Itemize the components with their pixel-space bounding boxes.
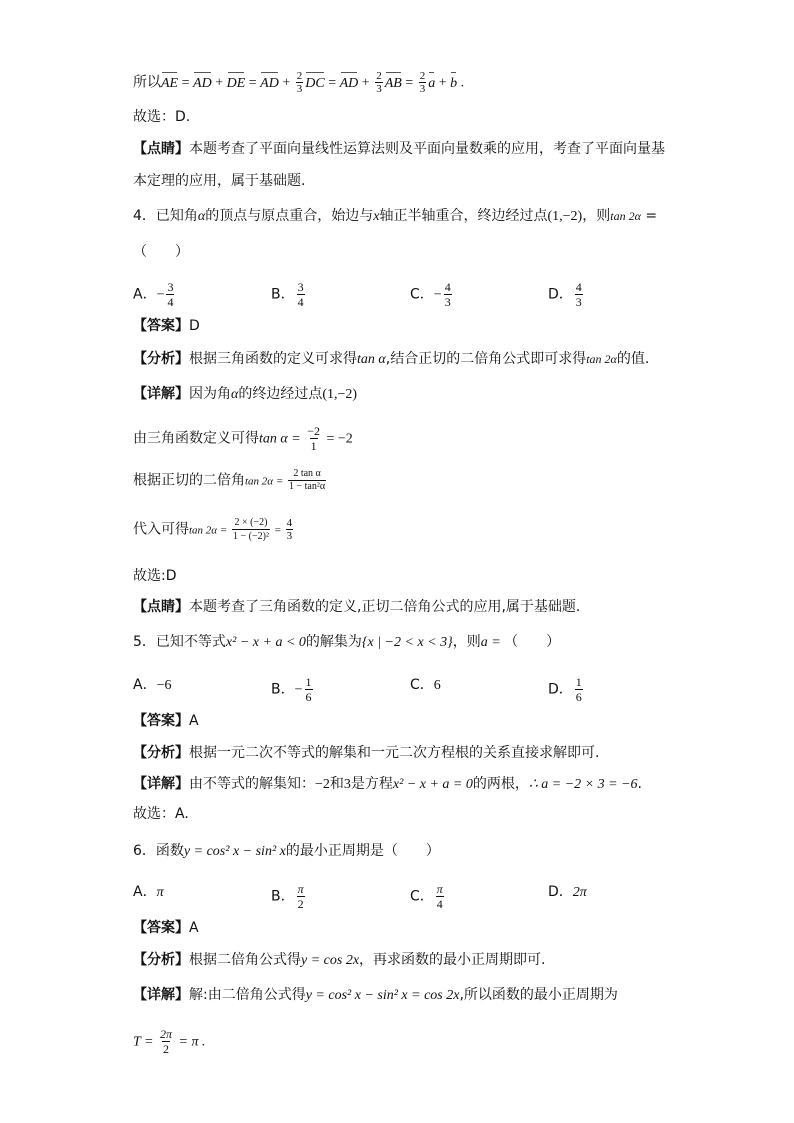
q4-choice: 故选:D — [133, 568, 177, 584]
q4-stem — [133, 206, 657, 227]
q6-detail — [133, 985, 618, 1006]
sign: − — [156, 287, 165, 303]
text: ，再求函数的最小正周期即可. — [359, 952, 546, 968]
op: + — [435, 75, 451, 91]
q5-choice: 故选：A. — [133, 806, 189, 822]
op: + — [211, 75, 227, 91]
num: 1 — [305, 675, 312, 689]
math: tan α — [357, 352, 386, 367]
fraction — [436, 882, 444, 911]
text: 所以 — [133, 74, 161, 91]
q5-detail — [133, 774, 642, 795]
den: 4 — [167, 295, 174, 309]
math: x² − x + a = 0 — [392, 777, 473, 792]
option-label: D． — [548, 286, 573, 303]
q5-answer — [133, 711, 199, 731]
text: ，则 — [452, 634, 481, 650]
text: . — [637, 776, 642, 792]
op: = — [401, 75, 417, 91]
vector-ad: AD — [193, 74, 212, 94]
op: + — [358, 75, 374, 91]
fraction — [297, 280, 305, 309]
q4-analysis — [133, 349, 649, 370]
num: 2 — [296, 70, 303, 82]
sign: − — [433, 287, 442, 303]
fraction — [305, 675, 313, 704]
q4-detail — [133, 384, 357, 405]
den: 3 — [286, 530, 293, 542]
num: 3 — [167, 280, 174, 294]
fraction — [286, 517, 294, 542]
fraction — [375, 70, 383, 95]
q6-option-c[interactable] — [410, 882, 446, 911]
text: 是方程 — [350, 776, 393, 792]
option-label: D． — [548, 681, 573, 698]
den: 3 — [376, 83, 382, 95]
op: = — [178, 75, 194, 91]
vector-b: b — [450, 74, 457, 94]
fraction — [232, 516, 270, 543]
den: 3 — [296, 83, 303, 95]
num: 4 — [286, 517, 293, 529]
answer-value: D — [189, 318, 200, 334]
q4-option-c[interactable] — [410, 280, 454, 309]
option-label: B． — [271, 681, 295, 698]
text: 轴正半轴重合，终边经过点 — [379, 208, 548, 224]
math: tan 2α = — [245, 475, 287, 488]
detail-tag: 【详解】 — [133, 776, 189, 792]
q4-answer — [133, 316, 200, 336]
text: 5．已知不等式 — [133, 634, 226, 650]
vector-ae: AE — [161, 74, 178, 94]
den: 1 − tan²α — [289, 481, 326, 492]
num: 2 — [376, 70, 382, 82]
detail-tag: 【详解】 — [133, 386, 189, 402]
math: (1,−2) — [322, 387, 358, 402]
text: 解:由二倍角公式得 — [189, 987, 306, 1003]
fraction — [166, 280, 174, 309]
fraction — [296, 70, 304, 95]
q5-option-b[interactable] — [271, 675, 315, 704]
op: . — [457, 75, 465, 91]
q6-stem — [133, 841, 440, 862]
fraction — [575, 675, 583, 704]
option-value: 2π — [572, 885, 587, 900]
math: x — [373, 209, 380, 224]
vector-ab: AB — [385, 74, 402, 94]
q4-step2 — [133, 468, 328, 493]
text: 的最小正周期是（ ） — [285, 843, 440, 859]
text: ,所以函数的最小正周期为 — [459, 987, 618, 1003]
num: 4 — [575, 280, 582, 294]
text: = — [640, 208, 658, 224]
point-tag: 【点睛】 — [133, 141, 189, 157]
text: 由不等式的解集知： — [189, 776, 315, 792]
q3-choice: 故选：D. — [133, 109, 191, 125]
q3-point-cont: 本定理的应用，属于基础题. — [133, 173, 306, 189]
text: 根据正切的二倍角 — [133, 472, 245, 489]
text: 因为角 — [189, 386, 231, 402]
den: 2 — [297, 897, 304, 911]
vector-ad: AD — [260, 74, 279, 94]
den: 6 — [575, 690, 582, 704]
q4-option-a[interactable] — [133, 280, 176, 309]
option-label: C． — [410, 286, 434, 303]
math: −2 — [315, 777, 330, 792]
option-label: C． — [410, 677, 434, 693]
answer-value: A — [189, 713, 199, 729]
num: 2 tan α — [293, 468, 321, 479]
num: 4 — [444, 280, 451, 294]
math: y = cos 2x — [301, 953, 360, 968]
num: 1 — [575, 675, 582, 689]
fraction — [419, 70, 427, 95]
q6-option-a[interactable] — [133, 882, 164, 903]
sign: − — [294, 682, 303, 698]
point-text: 本题考查了三角函数的定义,正切二倍角公式的应用,属于基础题. — [189, 599, 581, 615]
fraction — [575, 280, 583, 309]
den: 3 — [444, 295, 451, 309]
q6-option-b[interactable] — [271, 882, 307, 911]
vector-equation-line — [133, 70, 464, 95]
fraction — [297, 882, 305, 911]
num: 2 — [419, 70, 426, 82]
analysis-tag: 【分析】 — [133, 745, 189, 761]
text: 和 — [329, 776, 344, 792]
num: 2π — [159, 1027, 172, 1041]
den: 3 — [419, 83, 426, 95]
num: π — [436, 882, 443, 896]
analysis-tag: 【分析】 — [133, 351, 189, 367]
math: tan 2α — [586, 352, 617, 366]
option-label: B． — [271, 286, 295, 303]
text: 的顶点与原点重合，始边与 — [205, 208, 374, 224]
q4-paren: （ ） — [133, 244, 189, 260]
text: （ ） — [504, 634, 561, 650]
math: T = — [133, 1034, 157, 1050]
text: 由三角函数定义可得 — [133, 430, 259, 447]
math: y = cos² x − sin² x = cos 2x — [305, 988, 460, 1003]
text: ，则 — [582, 208, 611, 224]
vector-ad: AD — [340, 74, 359, 94]
q3-point — [133, 139, 665, 159]
op: = — [245, 75, 261, 91]
q4-point — [133, 597, 580, 617]
option-value: −6 — [156, 678, 172, 693]
answer-tag: 【答案】 — [133, 318, 189, 334]
option-label: C． — [410, 888, 434, 905]
text: 根据一元二次不等式的解集和一元二次方程根的关系直接求解即可. — [189, 745, 600, 761]
math: 3 — [343, 777, 351, 792]
detail-tag: 【详解】 — [133, 987, 189, 1003]
fraction — [306, 424, 321, 453]
q4-step1 — [133, 424, 353, 453]
num: −2 — [307, 424, 320, 438]
den: 6 — [305, 690, 312, 704]
math: y = cos² x − sin² x — [183, 844, 286, 859]
den: 3 — [575, 295, 582, 309]
op: + — [278, 75, 294, 91]
option-label: D． — [548, 884, 573, 900]
option-value: 6 — [433, 678, 441, 693]
text: 根据二倍角公式得 — [189, 952, 301, 968]
q5-analysis — [133, 743, 599, 763]
q4-option-b[interactable] — [271, 280, 307, 309]
option-label: A． — [133, 884, 157, 900]
num: 3 — [297, 280, 304, 294]
den: 4 — [297, 295, 304, 309]
q4-option-d[interactable] — [548, 280, 585, 309]
fraction — [444, 280, 452, 309]
q6-period — [133, 1027, 205, 1056]
text: 根据三角函数的定义可求得 — [189, 351, 357, 367]
math: = — [271, 524, 284, 537]
text: 的值. — [616, 351, 650, 367]
point-tag: 【点睛】 — [133, 599, 189, 615]
q6-analysis — [133, 950, 546, 971]
answer-tag: 【答案】 — [133, 920, 189, 936]
answer-value: A — [189, 920, 199, 936]
text: 6．函数 — [133, 843, 184, 859]
math: tan 2α = — [189, 524, 231, 537]
math: α — [231, 387, 239, 402]
den: 4 — [436, 897, 443, 911]
num: π — [297, 882, 304, 896]
point-text: 本题考查了平面向量线性运算法则及平面向量数乘的应用，考查了平面向量基 — [189, 141, 665, 157]
math: = π . — [175, 1034, 206, 1050]
vector-a: a — [428, 74, 435, 94]
option-label: A． — [133, 677, 157, 693]
text: ,结合正切的二倍角公式即可求得 — [385, 351, 587, 367]
q4-step3 — [133, 516, 295, 543]
math: = −2 — [322, 431, 353, 447]
text: 的解集为 — [305, 634, 362, 650]
vector-dc: DC — [305, 74, 324, 94]
text: 的两根， — [472, 776, 529, 792]
text: 代入可得 — [133, 521, 189, 538]
option-value: π — [156, 885, 164, 900]
q5-stem — [133, 632, 560, 653]
num: 2 × (−2) — [234, 517, 268, 528]
math: x² − x + a < 0 — [225, 635, 306, 650]
math: α — [197, 209, 206, 224]
den: 2 — [162, 1042, 169, 1056]
den: 1 — [310, 439, 317, 453]
q5-option-c[interactable] — [410, 675, 441, 696]
math: ∴ a = −2 × 3 = −6 — [528, 777, 638, 792]
fraction — [159, 1027, 173, 1056]
q6-answer — [133, 918, 199, 938]
q6-option-d[interactable] — [548, 882, 587, 903]
answer-tag: 【答案】 — [133, 713, 189, 729]
math: tan 2α — [610, 209, 641, 223]
math: (1,−2) — [547, 209, 583, 224]
option-label: B． — [271, 888, 295, 905]
op: = — [324, 75, 340, 91]
den: 1 − (−2)² — [233, 531, 269, 542]
vector-de: DE — [227, 74, 246, 94]
option-label: A． — [133, 286, 157, 303]
text: 的终边经过点 — [238, 386, 323, 402]
q5-option-a[interactable] — [133, 675, 171, 696]
q5-option-d[interactable] — [548, 675, 585, 704]
math: tan α = — [259, 431, 305, 447]
fraction — [288, 468, 326, 493]
math: a = — [480, 635, 505, 650]
text: 4．已知角 — [133, 208, 198, 224]
math: {x | −2 < x < 3} — [361, 635, 453, 650]
analysis-tag: 【分析】 — [133, 952, 189, 968]
